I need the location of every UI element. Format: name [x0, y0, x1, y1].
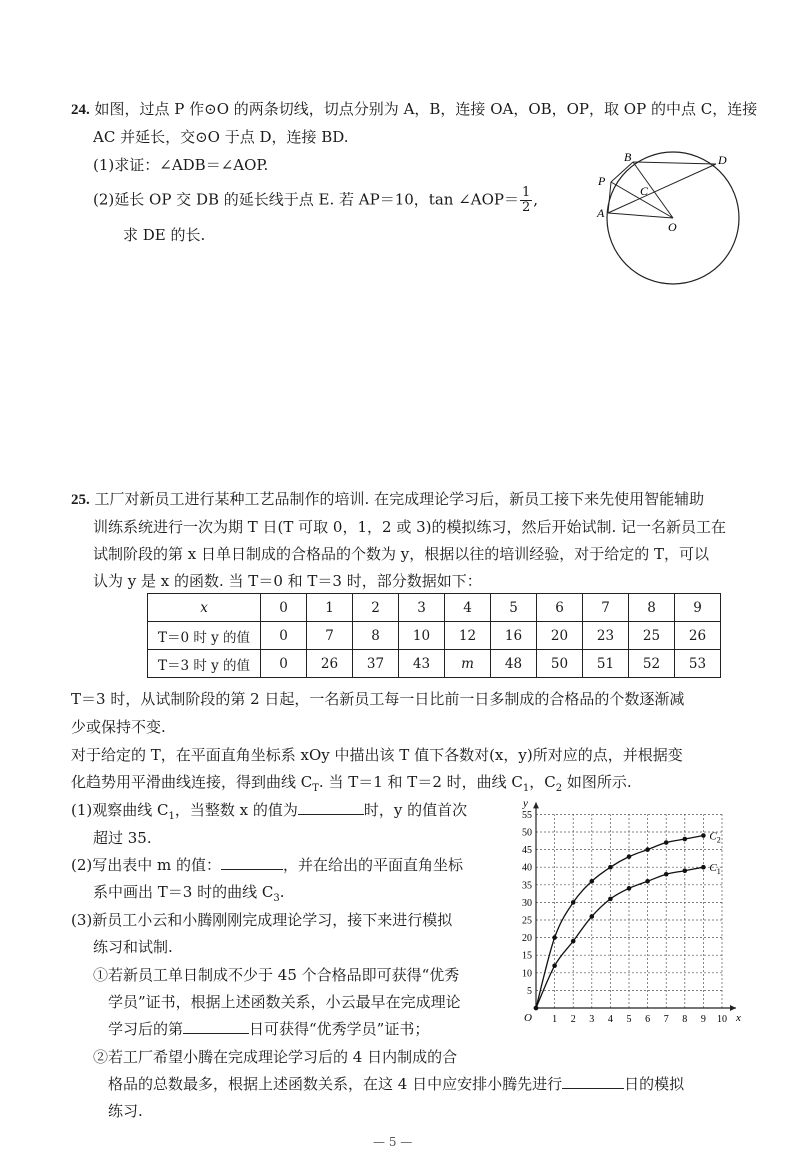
x-tick-label: 1 [552, 1014, 558, 1025]
q25-p3-2-text: 格品的总数最多，根据上述函数关系，在这 4 日中应安排小腾先进行 [108, 1075, 563, 1093]
q25-part3-1-line3 [108, 1018, 429, 1040]
data-point-c1 [571, 939, 576, 944]
x-axis-label: x [736, 1012, 741, 1024]
q25-p2-line2-a: 系中画出 T＝3 时的曲线 C [93, 883, 274, 901]
table-cell: 0 [261, 622, 307, 650]
table-cell: 48 [491, 650, 537, 678]
series-line-c2 [536, 836, 703, 1008]
table-cell: 8 [353, 622, 399, 650]
page-number: — 5 — [373, 1135, 413, 1149]
q25-after-table-line1: T＝3 时，从试制阶段的第 2 日起，一名新员工每一日比前一日多制成的合格品的个数逐渐减 [71, 690, 685, 708]
x-tick-label: 5 [626, 1014, 632, 1025]
data-point-c2 [664, 840, 669, 845]
y-tick-label: 15 [522, 950, 532, 962]
label-o: O [668, 220, 677, 234]
q25-line4-sub-1: 1 [522, 783, 530, 794]
x-tick-label: 4 [607, 1014, 613, 1025]
y-tick-label: 25 [522, 915, 532, 927]
q24-part2-line2: 求 DE 的长. [123, 226, 206, 244]
q25-part3-2-line3: 练习. [108, 1102, 143, 1120]
table-header-cell: 9 [675, 594, 721, 622]
table-cell: 37 [353, 650, 399, 678]
origin-label: O [524, 1012, 532, 1024]
q25-line4-a: 化趋势用平滑曲线连接，得到曲线 C [71, 773, 313, 791]
y-axis-label: y [523, 797, 528, 810]
answer-blank-1[interactable] [298, 800, 364, 815]
segment-pb [611, 162, 633, 182]
series-label-sub: 2 [716, 835, 721, 845]
segment-ad [608, 164, 716, 213]
data-point-c1 [645, 879, 650, 884]
q25-part3-1-line1: ①若新员工单日制成不少于 45 个合格品即可获得“优秀 [93, 966, 460, 984]
table-cell: 51 [583, 650, 629, 678]
data-point-c2 [534, 1006, 539, 1011]
q25-part3-2-line1: ②若工厂希望小腾在完成理论学习后的 4 日内制成的合 [93, 1048, 458, 1066]
y-tick-label: 10 [522, 968, 532, 980]
q25-part2-line2 [93, 881, 285, 910]
table-header-cell: 7 [583, 594, 629, 622]
table-cell: 0 [261, 650, 307, 678]
q25-line4-b: . 当 T＝1 和 T＝2 时，曲线 C [318, 773, 523, 791]
table-cell: 20 [537, 622, 583, 650]
q25-p1-a: (1)观察曲线 C [71, 801, 169, 819]
data-point-c1 [683, 868, 688, 873]
q25-after-table-line2: 少或保持不变. [71, 718, 166, 736]
y-tick-label: 40 [522, 862, 532, 874]
q24-stem-text-1: 如图，过点 P 作⊙O 的两条切线，切点分别为 A，B，连接 OA，OB，OP，取 OP 的中点 C，连接 [94, 100, 758, 118]
label-c: C [640, 184, 649, 198]
table-cell-unknown-m: m [445, 650, 491, 678]
data-point-c1 [608, 897, 613, 902]
x-tick-label: 10 [717, 1014, 727, 1025]
y-axis-arrow [533, 802, 539, 808]
answer-blank-2[interactable] [183, 1019, 249, 1034]
q25-stem-line1 [71, 488, 704, 511]
q24-stem-line2: AC 并延长，交⊙O 于点 D，连接 BD. [93, 128, 349, 146]
x-tick-label: 2 [570, 1014, 576, 1025]
q25-part1-line2: 超过 35. [93, 829, 152, 847]
q25-part3-1-line2: 学员”证书，根据上述函数关系，小云最早在完成理论 [108, 993, 461, 1011]
q25-p3-2-tail: 日的模拟 [624, 1075, 685, 1093]
table-header-cell: 4 [445, 594, 491, 622]
table-cell: 53 [675, 650, 721, 678]
table-cell: 25 [629, 622, 675, 650]
table-cell: 16 [491, 622, 537, 650]
table-cell: 10 [399, 622, 445, 650]
q25-data-table [147, 593, 721, 678]
table-row [148, 650, 721, 678]
y-tick-label: 50 [522, 827, 532, 839]
table-cell: T＝0 时 y 的值 [148, 622, 261, 650]
q25-part3-2-line2 [108, 1073, 684, 1095]
q25-part2-line1 [71, 854, 463, 876]
q25-line4-c: ，C [529, 773, 556, 791]
segment-oa [608, 213, 673, 218]
data-point-c2 [608, 865, 613, 870]
data-point-c1 [701, 865, 706, 870]
table-cell: 23 [583, 622, 629, 650]
label-p: P [598, 174, 606, 188]
q25-stem-line2: 训练系统进行一次为期 T 日(T 可取 0，1，2 或 3)的模拟练习，然后开始试制. 记一名新员工在 [93, 518, 727, 536]
q25-part3-line1: (3)新员工小云和小腾刚刚完成理论学习，接下来进行模拟 [71, 911, 453, 929]
q25-p3-1-a: 学习后的第 [108, 1020, 184, 1038]
table-cell: 50 [537, 650, 583, 678]
y-tick-label: 35 [522, 880, 532, 892]
table-cell: 12 [445, 622, 491, 650]
q25-line4-sub-t: T [312, 783, 319, 794]
q24-number: 24. [71, 102, 90, 118]
series-label-sub: 1 [716, 867, 721, 877]
q24-frac-num: 1 [522, 185, 531, 200]
label-b: B [624, 150, 632, 164]
table-header-cell: 3 [399, 594, 445, 622]
data-point-c2 [701, 833, 706, 838]
q24-circle-figure [590, 145, 750, 290]
q25-line4-sub-2: 2 [555, 783, 563, 794]
table-header-cell: 8 [629, 594, 675, 622]
table-cell: 52 [629, 650, 675, 678]
q24-part2 [93, 186, 538, 215]
segment-ob [633, 162, 673, 218]
q25-p3-1-b: 日可获得“优秀学员”证书； [249, 1020, 430, 1038]
q25-part3-line2: 练习和试制. [93, 938, 173, 956]
answer-blank-m[interactable] [221, 855, 283, 870]
q25-p1-sub: 1 [168, 811, 175, 822]
table-cell: T＝3 时 y 的值 [148, 650, 261, 678]
q25-chart [510, 780, 750, 1030]
q25-p2-line2-b: . [279, 883, 285, 901]
q25-p2-b: ，并在给出的平面直角坐标 [283, 856, 464, 874]
q25-part1-line1 [71, 799, 467, 828]
q24-stem-line1 [71, 98, 757, 121]
data-point-c1 [664, 872, 669, 877]
q24-fraction [520, 186, 532, 215]
y-tick-label: 45 [522, 845, 532, 857]
q24-frac-den: 2 [522, 200, 531, 215]
q24-part2-comma: , [533, 190, 539, 209]
segment-bd [633, 162, 716, 164]
q25-p1-c: 时，y 的值首次 [363, 801, 468, 819]
label-a: A [597, 206, 605, 220]
data-point-c2 [645, 847, 650, 852]
table-cell: 43 [399, 650, 445, 678]
table-header-cell: 1 [307, 594, 353, 622]
y-tick-label: 55 [522, 809, 532, 821]
table-row [148, 622, 721, 650]
q24-part2-text: (2)延长 OP 交 DB 的延长线于点 E. 若 AP＝10，tan ∠AOP＝ [93, 190, 519, 209]
y-tick-label: 20 [522, 933, 532, 945]
data-point-c1 [627, 886, 632, 891]
table-cell: 26 [675, 622, 721, 650]
q25-p2-line2-sub: 3 [273, 893, 280, 904]
data-point-c1 [552, 963, 557, 968]
table-header-row [148, 594, 721, 622]
data-point-c2 [683, 837, 688, 842]
data-point-c2 [552, 935, 557, 940]
data-point-c2 [571, 900, 576, 905]
y-tick-label: 30 [522, 897, 532, 909]
table-header-cell: 2 [353, 594, 399, 622]
table-header-cell: 6 [537, 594, 583, 622]
table-header-cell: 0 [261, 594, 307, 622]
q25-p1-b: ，当整数 x 的值为 [174, 801, 298, 819]
data-point-c2 [590, 879, 595, 884]
y-tick-label: 5 [527, 985, 532, 997]
data-point-c1 [590, 914, 595, 919]
table-cell: 7 [307, 622, 353, 650]
q24-part1: (1)求证：∠ADB＝∠AOP. [93, 156, 269, 174]
q25-stem-line3: 试制阶段的第 x 日单日制成的合格品的个数为 y，根据以往的培训经验，对于给定的 T，可以 [93, 545, 710, 563]
q25-line4-d: 如图所示. [562, 773, 632, 791]
x-tick-label: 9 [700, 1014, 706, 1025]
data-point-c2 [627, 854, 632, 859]
x-tick-label: 6 [645, 1014, 651, 1025]
x-tick-label: 8 [682, 1014, 688, 1025]
series-label-c1: $C_1$ [709, 862, 721, 877]
q25-number: 25. [71, 492, 90, 508]
label-d: D [718, 153, 727, 167]
x-tick-label: 3 [589, 1014, 595, 1025]
table-header-cell: 5 [491, 594, 537, 622]
q25-stem-text-1: 工厂对新员工进行某种工艺品制作的培训. 在完成理论学习后，新员工接下来先使用智能辅助 [94, 490, 705, 508]
q25-after-table-line3: 对于给定的 T，在平面直角坐标系 xOy 中描出该 T 值下各数对(x，y)所对应的点，并根据变 [71, 746, 683, 764]
q25-stem-line4: 认为 y 是 x 的函数. 当 T＝0 和 T＝3 时，部分数据如下： [93, 572, 482, 590]
table-cell: 26 [307, 650, 353, 678]
table-header-cell: x [148, 594, 261, 622]
series-label-c2: $C_2$ [709, 830, 721, 845]
q25-p2-a: (2)写出表中 m 的值： [71, 856, 222, 874]
x-tick-label: 7 [663, 1014, 669, 1025]
x-axis-arrow [730, 1005, 736, 1011]
answer-blank-3[interactable] [562, 1074, 624, 1089]
